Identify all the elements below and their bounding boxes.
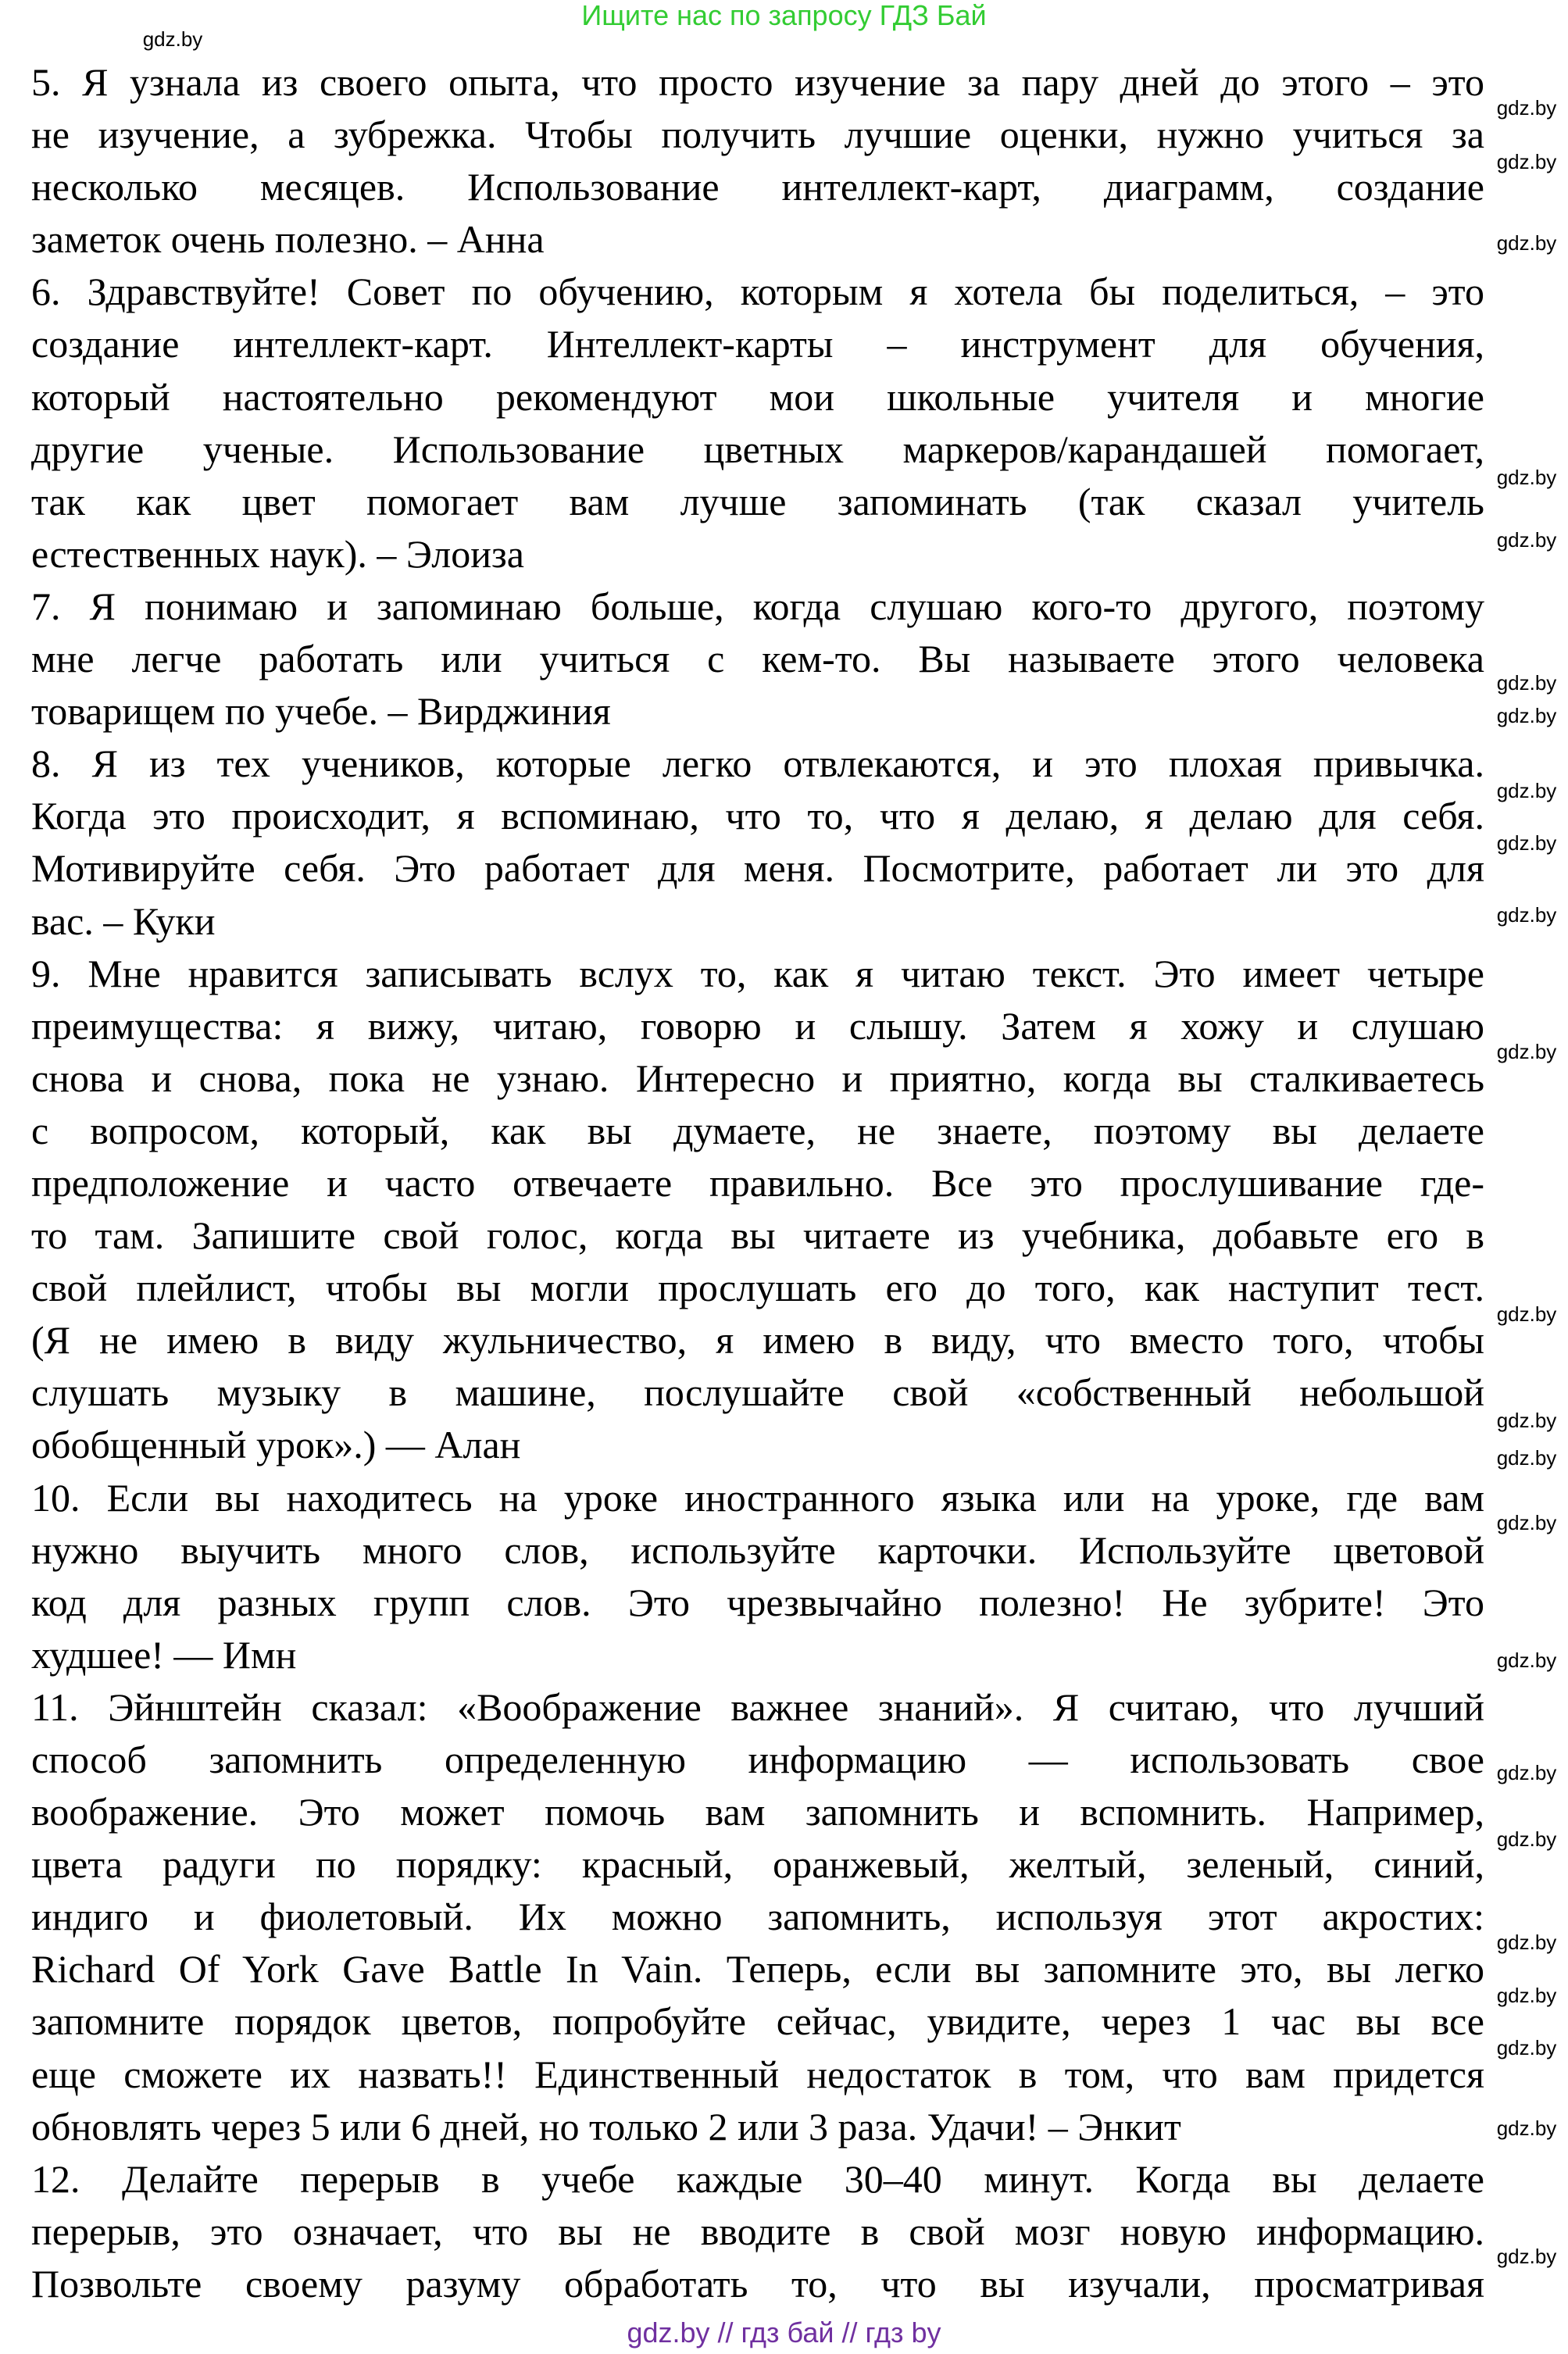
watermark-text: gdz.by <box>1496 1409 1557 1432</box>
text-line: то там. Запишите свой голос, когда вы читаете из учебника, добавьте его в <box>31 1213 1484 1258</box>
watermark-text: gdz.by <box>1496 671 1557 695</box>
watermark-text: gdz.by <box>1496 1040 1557 1063</box>
watermark-text: gdz.by <box>1496 1649 1557 1672</box>
text-line: несколько месяцев. Использование интеллект-карт, диаграмм, создание <box>31 165 1484 209</box>
text-line: воображение. Это может помочь вам запомнить и вспомнить. Например, <box>31 1790 1484 1834</box>
document-body <box>31 56 1484 2310</box>
watermark-text: gdz.by <box>1496 1984 1557 2007</box>
text-line: мне легче работать или учиться с кем-то. Вы называете этого человека <box>31 637 1484 681</box>
watermark-text: gdz.by <box>1496 528 1557 552</box>
text-line: способ запомнить определенную информацию — использовать свое <box>31 1738 1484 1781</box>
text-line: обновлять через 5 или 6 дней, но только 2 или 3 раза. Удачи! – Энкит <box>31 2104 1181 2149</box>
text-line: цвета радуги по порядку: красный, оранжевый, желтый, зеленый, синий, <box>31 1842 1484 1887</box>
text-line: 8. Я из тех учеников, которые легко отвлекаются, и это плохая привычка. <box>31 741 1484 786</box>
text-line: обобщенный урок».) — Алан <box>31 1423 521 1467</box>
text-line: Позвольте своему разуму обработать то, что вы изучали, просматривая <box>31 2261 1484 2306</box>
text-line: Когда это происходит, я вспоминаю, что то, что я делаю, я делаю для себя. <box>31 794 1484 838</box>
watermark-text: gdz.by <box>1496 1302 1557 1326</box>
text-line: который настоятельно рекомендуют мои школьные учителя и многие <box>31 374 1484 419</box>
watermark-text: gdz.by <box>1496 2116 1557 2140</box>
text-line: еще сможете их назвать!! Единственный недостаток в том, что вам придется <box>31 2052 1484 2096</box>
text-line: Мотивируйте себя. Это работает для меня. Посмотрите, работает ли это для <box>31 846 1484 891</box>
text-line: снова и снова, пока не узнаю. Интересно и приятно, когда вы сталкиваетесь <box>31 1056 1484 1100</box>
watermark-text: gdz.by <box>1496 2036 1557 2059</box>
watermark-text: gdz.by <box>1496 1761 1557 1784</box>
watermark-text: gdz.by <box>1496 1931 1557 1954</box>
text-line: худшее! — Имн <box>31 1632 297 1677</box>
watermark-text: gdz.by <box>1496 779 1557 802</box>
watermark-text: gdz.by <box>1496 903 1557 927</box>
text-line: естественных наук). – Элоиза <box>31 531 524 576</box>
text-line: запомните порядок цветов, попробуйте сейчас, увидите, через 1 час вы все <box>31 1999 1484 2044</box>
text-line: другие ученые. Использование цветных маркеров/карандашей помогает, <box>31 427 1484 471</box>
text-line: 11. Эйнштейн сказал: «Воображение важнее знаний». Я считаю, что лучший <box>31 1684 1484 1729</box>
search-hint-header: Ищите нас по запросу ГДЗ Бай <box>581 0 987 31</box>
text-line: 10. Если вы находитесь на уроке иностранного языка или на уроке, где вам <box>31 1475 1484 1520</box>
text-line: индиго и фиолетовый. Их можно запомнить, используя этот акростих: <box>31 1895 1484 1939</box>
text-line: свой плейлист, чтобы вы могли прослушать его до того, как наступит тест. <box>31 1266 1484 1310</box>
watermark-text: gdz.by <box>1496 1827 1557 1851</box>
text-line: (Я не имею в виду жульничество, я имею в виду, что вместо того, чтобы <box>31 1318 1484 1363</box>
watermark-text: gdz.by <box>1496 231 1557 255</box>
watermark-text: gdz.by <box>1496 831 1557 855</box>
text-line: перерыв, это означает, что вы не вводите в свой мозг новую информацию. <box>31 2209 1484 2253</box>
text-line: не изучение, а зубрежка. Чтобы получить лучшие оценки, нужно учиться за <box>31 113 1484 157</box>
text-line: с вопросом, который, как вы думаете, не знаете, поэтому вы делаете <box>31 1108 1484 1152</box>
text-line: создание интеллект-карт. Интеллект-карты – инструмент для обучения, <box>31 322 1484 366</box>
watermark-text: gdz.by <box>1496 150 1557 173</box>
site-footer: gdz.by // гдз бай // гдз by <box>627 2316 941 2349</box>
watermark-text: gdz.by <box>1496 704 1557 727</box>
watermark-text: gdz.by <box>142 27 203 51</box>
watermark-text: gdz.by <box>1496 96 1557 120</box>
text-line: нужно выучить много слов, используйте карточки. Используйте цветовой <box>31 1527 1484 1572</box>
text-line: код для разных групп слов. Это чрезвычайно полезно! Не зубрите! Это <box>31 1580 1484 1624</box>
watermark-text: gdz.by <box>1496 1446 1557 1470</box>
text-line: слушать музыку в машине, послушайте свой «собственный небольшой <box>31 1370 1484 1415</box>
watermark-text: gdz.by <box>1496 2245 1557 2268</box>
text-line: так как цвет помогает вам лучше запоминать (так сказал учитель <box>31 479 1484 523</box>
text-line: 12. Делайте перерыв в учебе каждые 30–40 минут. Когда вы делаете <box>31 2156 1484 2201</box>
text-line: 5. Я узнала из своего опыта, что просто изучение за пару дней до этого – это <box>31 60 1484 104</box>
text-line: предположение и часто отвечаете правильно. Все это прослушивание где- <box>31 1160 1484 1205</box>
text-line: 6. Здравствуйте! Совет по обучению, которым я хотела бы поделиться, – это <box>31 270 1484 314</box>
text-line: преимущества: я вижу, читаю, говорю и слышу. Затем я хожу и слушаю <box>31 1003 1484 1048</box>
text-line: 9. Мне нравится записывать вслух то, как я читаю текст. Это имеет четыре <box>31 951 1484 995</box>
text-line: товарищем по учебе. – Вирджиния <box>31 689 611 734</box>
watermark-text: gdz.by <box>1496 1511 1557 1534</box>
watermark-text: gdz.by <box>1496 466 1557 489</box>
text-line: Richard Of York Gave Battle In Vain. Теперь, если вы запомните это, вы легко <box>31 1947 1484 1991</box>
text-line: заметок очень полезно. – Анна <box>31 217 545 262</box>
text-line: вас. – Куки <box>31 898 216 943</box>
text-line: 7. Я понимаю и запоминаю больше, когда слушаю кого-то другого, поэтому <box>31 584 1484 628</box>
